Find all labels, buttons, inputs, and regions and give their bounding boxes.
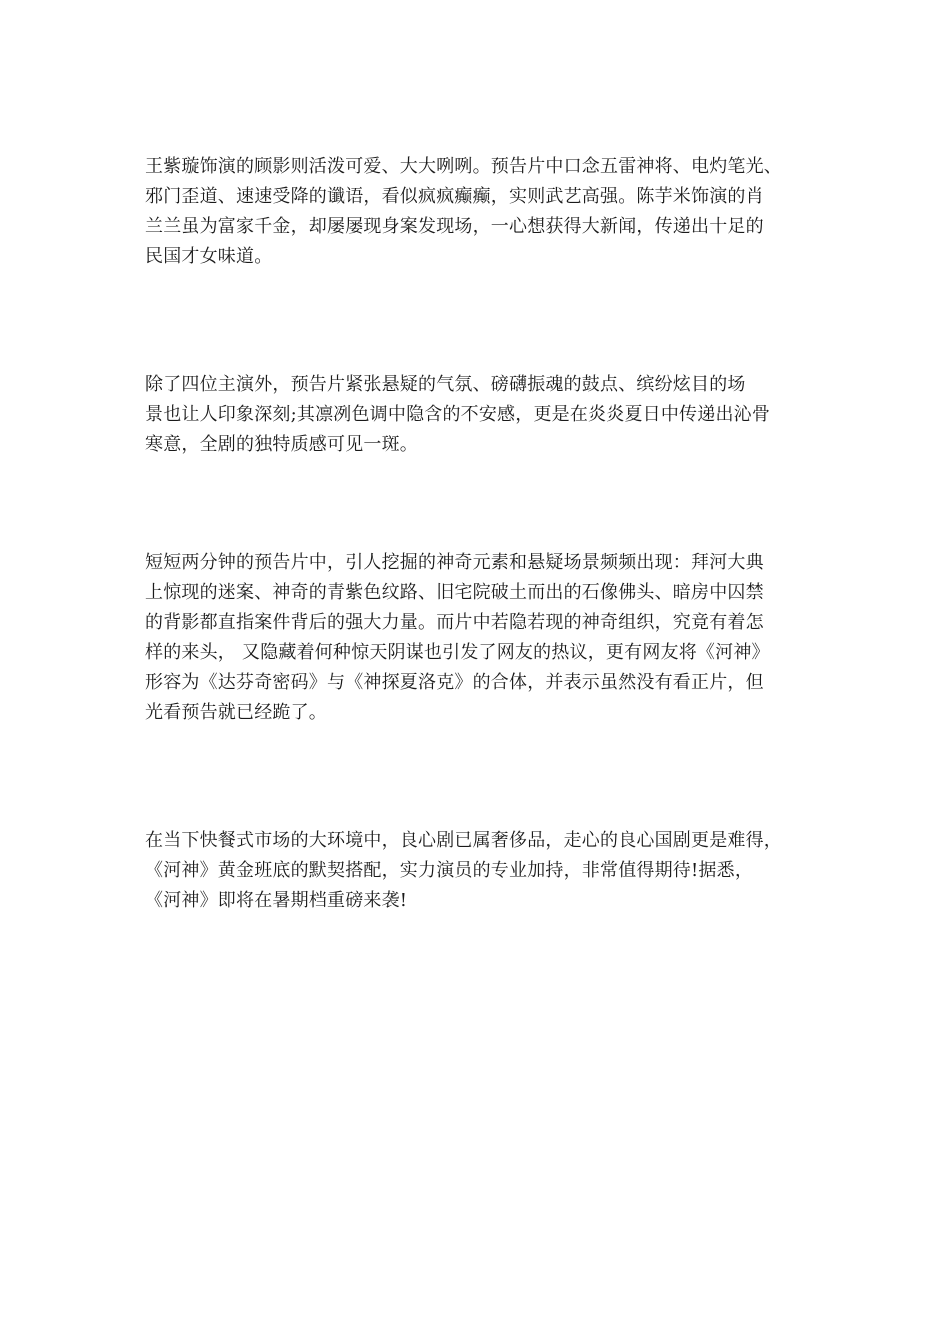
text-line: 民国才女味道。 xyxy=(145,246,273,267)
text-line: 兰兰虽为富家千金，却屡屡现身案发现场，一心想获得大新闻，传递出十足的 xyxy=(145,216,764,237)
text-line: 光看预告就已经跪了。 xyxy=(145,702,327,723)
text-line: 的背影都直指案件背后的强大力量。而片中若隐若现的神奇组织，究竟有着怎 xyxy=(145,612,764,633)
text-line: 《河神》黄金班底的默契搭配，实力演员的专业加持，非常值得期待!据悉， xyxy=(145,860,754,881)
text-line: 样的来头， 又隐藏着何种惊天阴谋也引发了网友的热议，更有网友将《河神》 xyxy=(145,642,770,663)
text-line: 形容为《达芬奇密码》与《神探夏洛克》的合体，并表示虽然没有看正片，但 xyxy=(145,672,764,693)
paragraph-conclusion xyxy=(145,826,845,916)
text-line: 邪门歪道、速速受降的谶语，看似疯疯癫癫，实则武艺高强。陈芋米饰演的肖 xyxy=(145,186,764,207)
paragraph-mystery-elements xyxy=(145,548,845,728)
paragraph-atmosphere xyxy=(145,370,845,460)
text-line: 除了四位主演外，预告片紧张悬疑的气氛、磅礴振魂的鼓点、缤纷炫目的场 xyxy=(145,374,746,395)
text-line: 上惊现的迷案、神奇的青紫色纹路、旧宅院破土而出的石像佛头、暗房中囚禁 xyxy=(145,582,764,603)
paragraph-cast-gu-ying xyxy=(145,152,845,272)
text-line: 景也让人印象深刻;其凛冽色调中隐含的不安感，更是在炎炎夏日中传递出沁骨 xyxy=(145,404,771,425)
text-line: 短短两分钟的预告片中，引人挖掘的神奇元素和悬疑场景频频出现：拜河大典 xyxy=(145,552,764,573)
text-line: 寒意，全剧的独特质感可见一斑。 xyxy=(145,434,418,455)
text-line: 在当下快餐式市场的大环境中，良心剧已属奢侈品，走心的良心国剧更是难得， xyxy=(145,830,782,851)
text-line: 王紫璇饰演的顾影则活泼可爱、大大咧咧。预告片中口念五雷神将、电灼笔光、 xyxy=(145,156,782,177)
text-line: 《河神》即将在暑期档重磅来袭! xyxy=(145,890,408,911)
